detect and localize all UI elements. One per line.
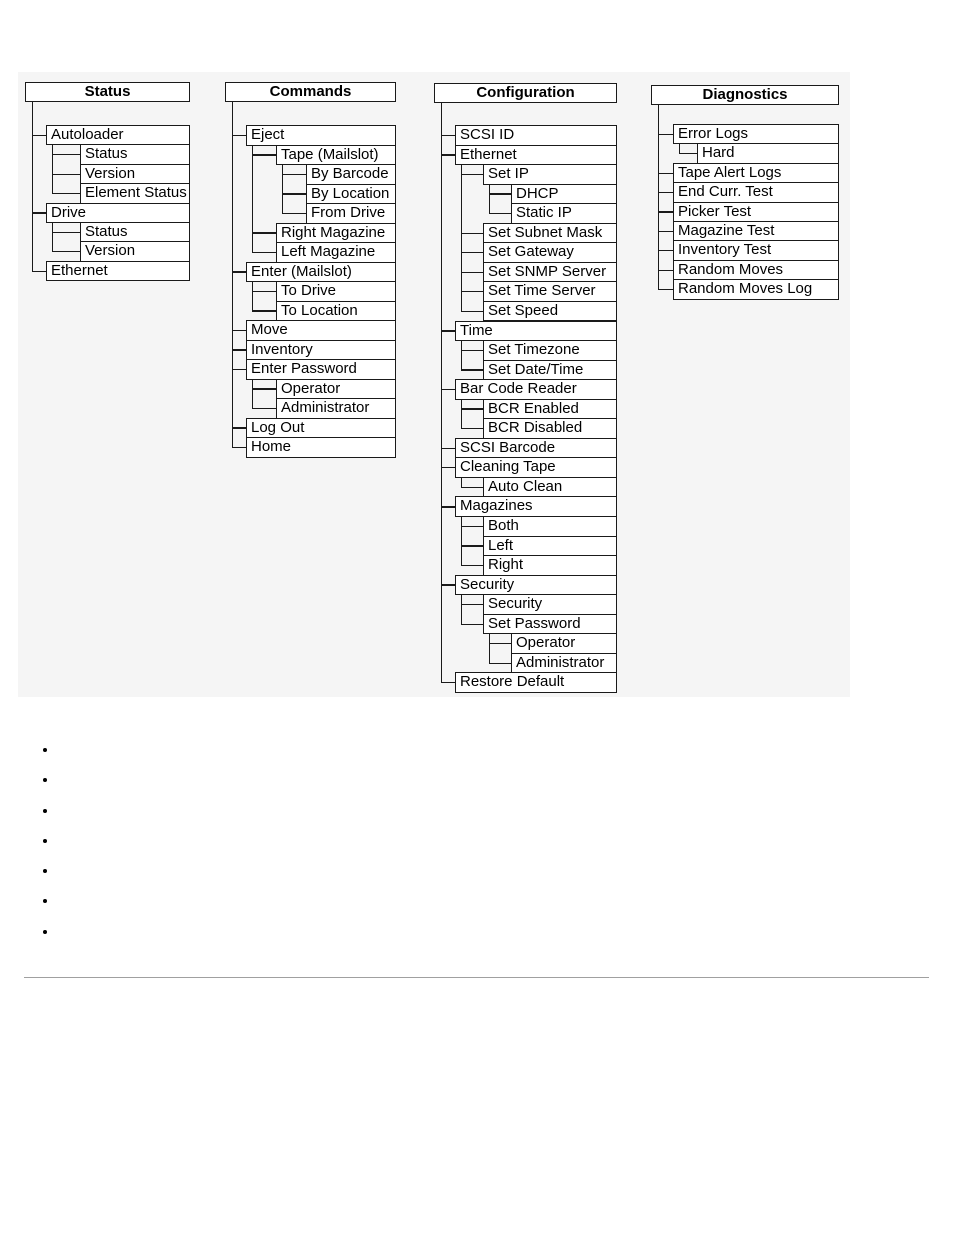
menu-item-magazine-test: Magazine Test: [673, 221, 839, 241]
connector-line: [489, 634, 490, 663]
connector-line: [658, 211, 673, 212]
connector-line: [489, 213, 511, 214]
connector-line: [489, 663, 511, 664]
menu-item-picker-test: Picker Test: [673, 202, 839, 222]
menu-item-set-password: Set Password: [483, 614, 617, 635]
connector-line: [461, 165, 462, 312]
connector-line: [441, 154, 455, 155]
connector-line: [232, 271, 246, 272]
connector-line: [52, 193, 80, 194]
connector-line: [441, 448, 455, 449]
menu-item-inventory: Inventory: [246, 340, 396, 361]
connector-line: [489, 185, 490, 214]
menu-item-set-snmp-server: Set SNMP Server: [483, 262, 617, 283]
menu-item-enter-password: Enter Password: [246, 359, 396, 380]
connector-line: [32, 212, 46, 213]
connector-line: [461, 526, 483, 527]
menu-item-left: Left: [483, 536, 617, 557]
connector-line: [461, 595, 462, 624]
connector-line: [52, 145, 53, 194]
menu-item-scsi-id: SCSI ID: [455, 125, 617, 146]
connector-line: [461, 428, 483, 429]
connector-line: [441, 103, 442, 683]
connector-line: [441, 506, 455, 507]
tree-header-configuration: Configuration: [434, 83, 617, 103]
menu-item-log-out: Log Out: [246, 418, 396, 439]
menu-item-bcr-enabled: BCR Enabled: [483, 399, 617, 420]
menu-item-security: Security: [483, 594, 617, 615]
menu-item-set-timezone: Set Timezone: [483, 340, 617, 361]
connector-line: [658, 231, 673, 232]
horizontal-divider: [24, 977, 929, 978]
connector-line: [282, 213, 306, 214]
connector-line: [658, 270, 673, 271]
menu-item-magazines: Magazines: [455, 496, 617, 517]
menu-item-tape-mailslot: Tape (Mailslot): [276, 145, 396, 166]
connector-line: [52, 154, 80, 155]
connector-line: [282, 165, 283, 214]
connector-line: [252, 380, 253, 409]
connector-line: [252, 154, 276, 155]
connector-line: [232, 330, 246, 331]
menu-item-security: Security: [455, 575, 617, 596]
connector-line: [461, 478, 462, 488]
connector-line: [52, 251, 80, 252]
menu-item-tape-alert-logs: Tape Alert Logs: [673, 163, 839, 183]
menu-item-right: Right: [483, 555, 617, 576]
menu-item-by-barcode: By Barcode: [306, 164, 396, 185]
connector-line: [52, 232, 80, 233]
connector-line: [282, 193, 306, 194]
menu-item-static-ip: Static IP: [511, 203, 617, 224]
menu-item-version: Version: [80, 241, 190, 261]
bullet-list: [40, 742, 58, 954]
menu-item-administrator: Administrator: [511, 653, 617, 674]
connector-line: [658, 134, 673, 135]
connector-line: [461, 252, 483, 253]
connector-line: [489, 193, 511, 194]
connector-line: [461, 517, 462, 566]
menu-item-left-magazine: Left Magazine: [276, 242, 396, 263]
menu-item-end-curr-test: End Curr. Test: [673, 182, 839, 202]
connector-line: [232, 135, 246, 136]
connector-line: [441, 467, 455, 468]
connector-line: [441, 682, 455, 683]
connector-line: [252, 232, 276, 233]
tree-header-commands: Commands: [225, 82, 396, 102]
menu-item-eject: Eject: [246, 125, 396, 146]
menu-item-dhcp: DHCP: [511, 184, 617, 205]
connector-line: [461, 369, 483, 370]
menu-item-set-speed: Set Speed: [483, 301, 617, 322]
menu-tree-diagram: [18, 72, 850, 697]
connector-line: [441, 584, 455, 585]
menu-item-hard: Hard: [697, 143, 839, 163]
connector-line: [658, 289, 673, 290]
menu-item-time: Time: [455, 321, 617, 342]
menu-item-set-time-server: Set Time Server: [483, 281, 617, 302]
connector-line: [679, 153, 697, 154]
connector-line: [441, 135, 455, 136]
connector-line: [252, 291, 276, 292]
connector-line: [461, 272, 483, 273]
connector-line: [461, 311, 483, 312]
menu-item-ethernet: Ethernet: [455, 145, 617, 166]
menu-item-status: Status: [80, 222, 190, 242]
menu-item-to-drive: To Drive: [276, 281, 396, 302]
menu-item-from-drive: From Drive: [306, 203, 396, 224]
menu-item-ethernet: Ethernet: [46, 261, 190, 281]
menu-item-set-ip: Set IP: [483, 164, 617, 185]
connector-line: [32, 135, 46, 136]
menu-item-both: Both: [483, 516, 617, 537]
menu-item-random-moves: Random Moves: [673, 260, 839, 280]
menu-item-bar-code-reader: Bar Code Reader: [455, 379, 617, 400]
menu-item-inventory-test: Inventory Test: [673, 240, 839, 260]
menu-item-restore-default: Restore Default: [455, 672, 617, 693]
menu-item-error-logs: Error Logs: [673, 124, 839, 144]
menu-item-administrator: Administrator: [276, 398, 396, 419]
menu-item-set-date-time: Set Date/Time: [483, 360, 617, 381]
connector-line: [32, 271, 46, 272]
menu-item-element-status: Element Status: [80, 183, 190, 203]
menu-item-cleaning-tape: Cleaning Tape: [455, 457, 617, 478]
menu-item-bcr-disabled: BCR Disabled: [483, 418, 617, 439]
connector-line: [52, 223, 53, 252]
menu-item-autoloader: Autoloader: [46, 125, 190, 145]
connector-line: [232, 427, 246, 428]
connector-line: [658, 173, 673, 174]
connector-line: [679, 144, 680, 154]
connector-line: [252, 388, 276, 389]
connector-line: [461, 350, 483, 351]
connector-line: [252, 146, 253, 253]
connector-line: [441, 389, 455, 390]
connector-line: [461, 408, 483, 409]
connector-line: [232, 369, 246, 370]
connector-line: [489, 643, 511, 644]
menu-item-to-location: To Location: [276, 301, 396, 322]
connector-line: [441, 330, 455, 331]
connector-line: [461, 400, 462, 429]
menu-item-enter-mailslot: Enter (Mailslot): [246, 262, 396, 283]
menu-item-scsi-barcode: SCSI Barcode: [455, 438, 617, 459]
menu-item-set-subnet-mask: Set Subnet Mask: [483, 223, 617, 244]
menu-item-random-moves-log: Random Moves Log: [673, 279, 839, 299]
menu-item-auto-clean: Auto Clean: [483, 477, 617, 498]
connector-line: [461, 487, 483, 488]
connector-line: [32, 102, 33, 272]
connector-line: [232, 102, 233, 448]
connector-line: [282, 174, 306, 175]
menu-item-version: Version: [80, 164, 190, 184]
connector-line: [252, 282, 253, 311]
connector-line: [461, 341, 462, 370]
menu-item-operator: Operator: [276, 379, 396, 400]
menu-item-by-location: By Location: [306, 184, 396, 205]
connector-line: [461, 291, 483, 292]
connector-line: [232, 349, 246, 350]
tree-header-status: Status: [25, 82, 190, 102]
connector-line: [252, 310, 276, 311]
tree-header-diagnostics: Diagnostics: [651, 85, 839, 105]
connector-line: [461, 233, 483, 234]
connector-line: [658, 105, 659, 290]
menu-item-home: Home: [246, 437, 396, 458]
menu-item-set-gateway: Set Gateway: [483, 242, 617, 263]
menu-item-drive: Drive: [46, 203, 190, 223]
menu-item-move: Move: [246, 320, 396, 341]
connector-line: [461, 604, 483, 605]
connector-line: [52, 174, 80, 175]
connector-line: [252, 408, 276, 409]
connector-line: [461, 565, 483, 566]
connector-line: [658, 250, 673, 251]
menu-item-right-magazine: Right Magazine: [276, 223, 396, 244]
connector-line: [461, 545, 483, 546]
connector-line: [461, 624, 483, 625]
menu-item-operator: Operator: [511, 633, 617, 654]
connector-line: [461, 174, 483, 175]
menu-item-status: Status: [80, 144, 190, 164]
connector-line: [252, 252, 276, 253]
connector-line: [232, 447, 246, 448]
connector-line: [658, 192, 673, 193]
